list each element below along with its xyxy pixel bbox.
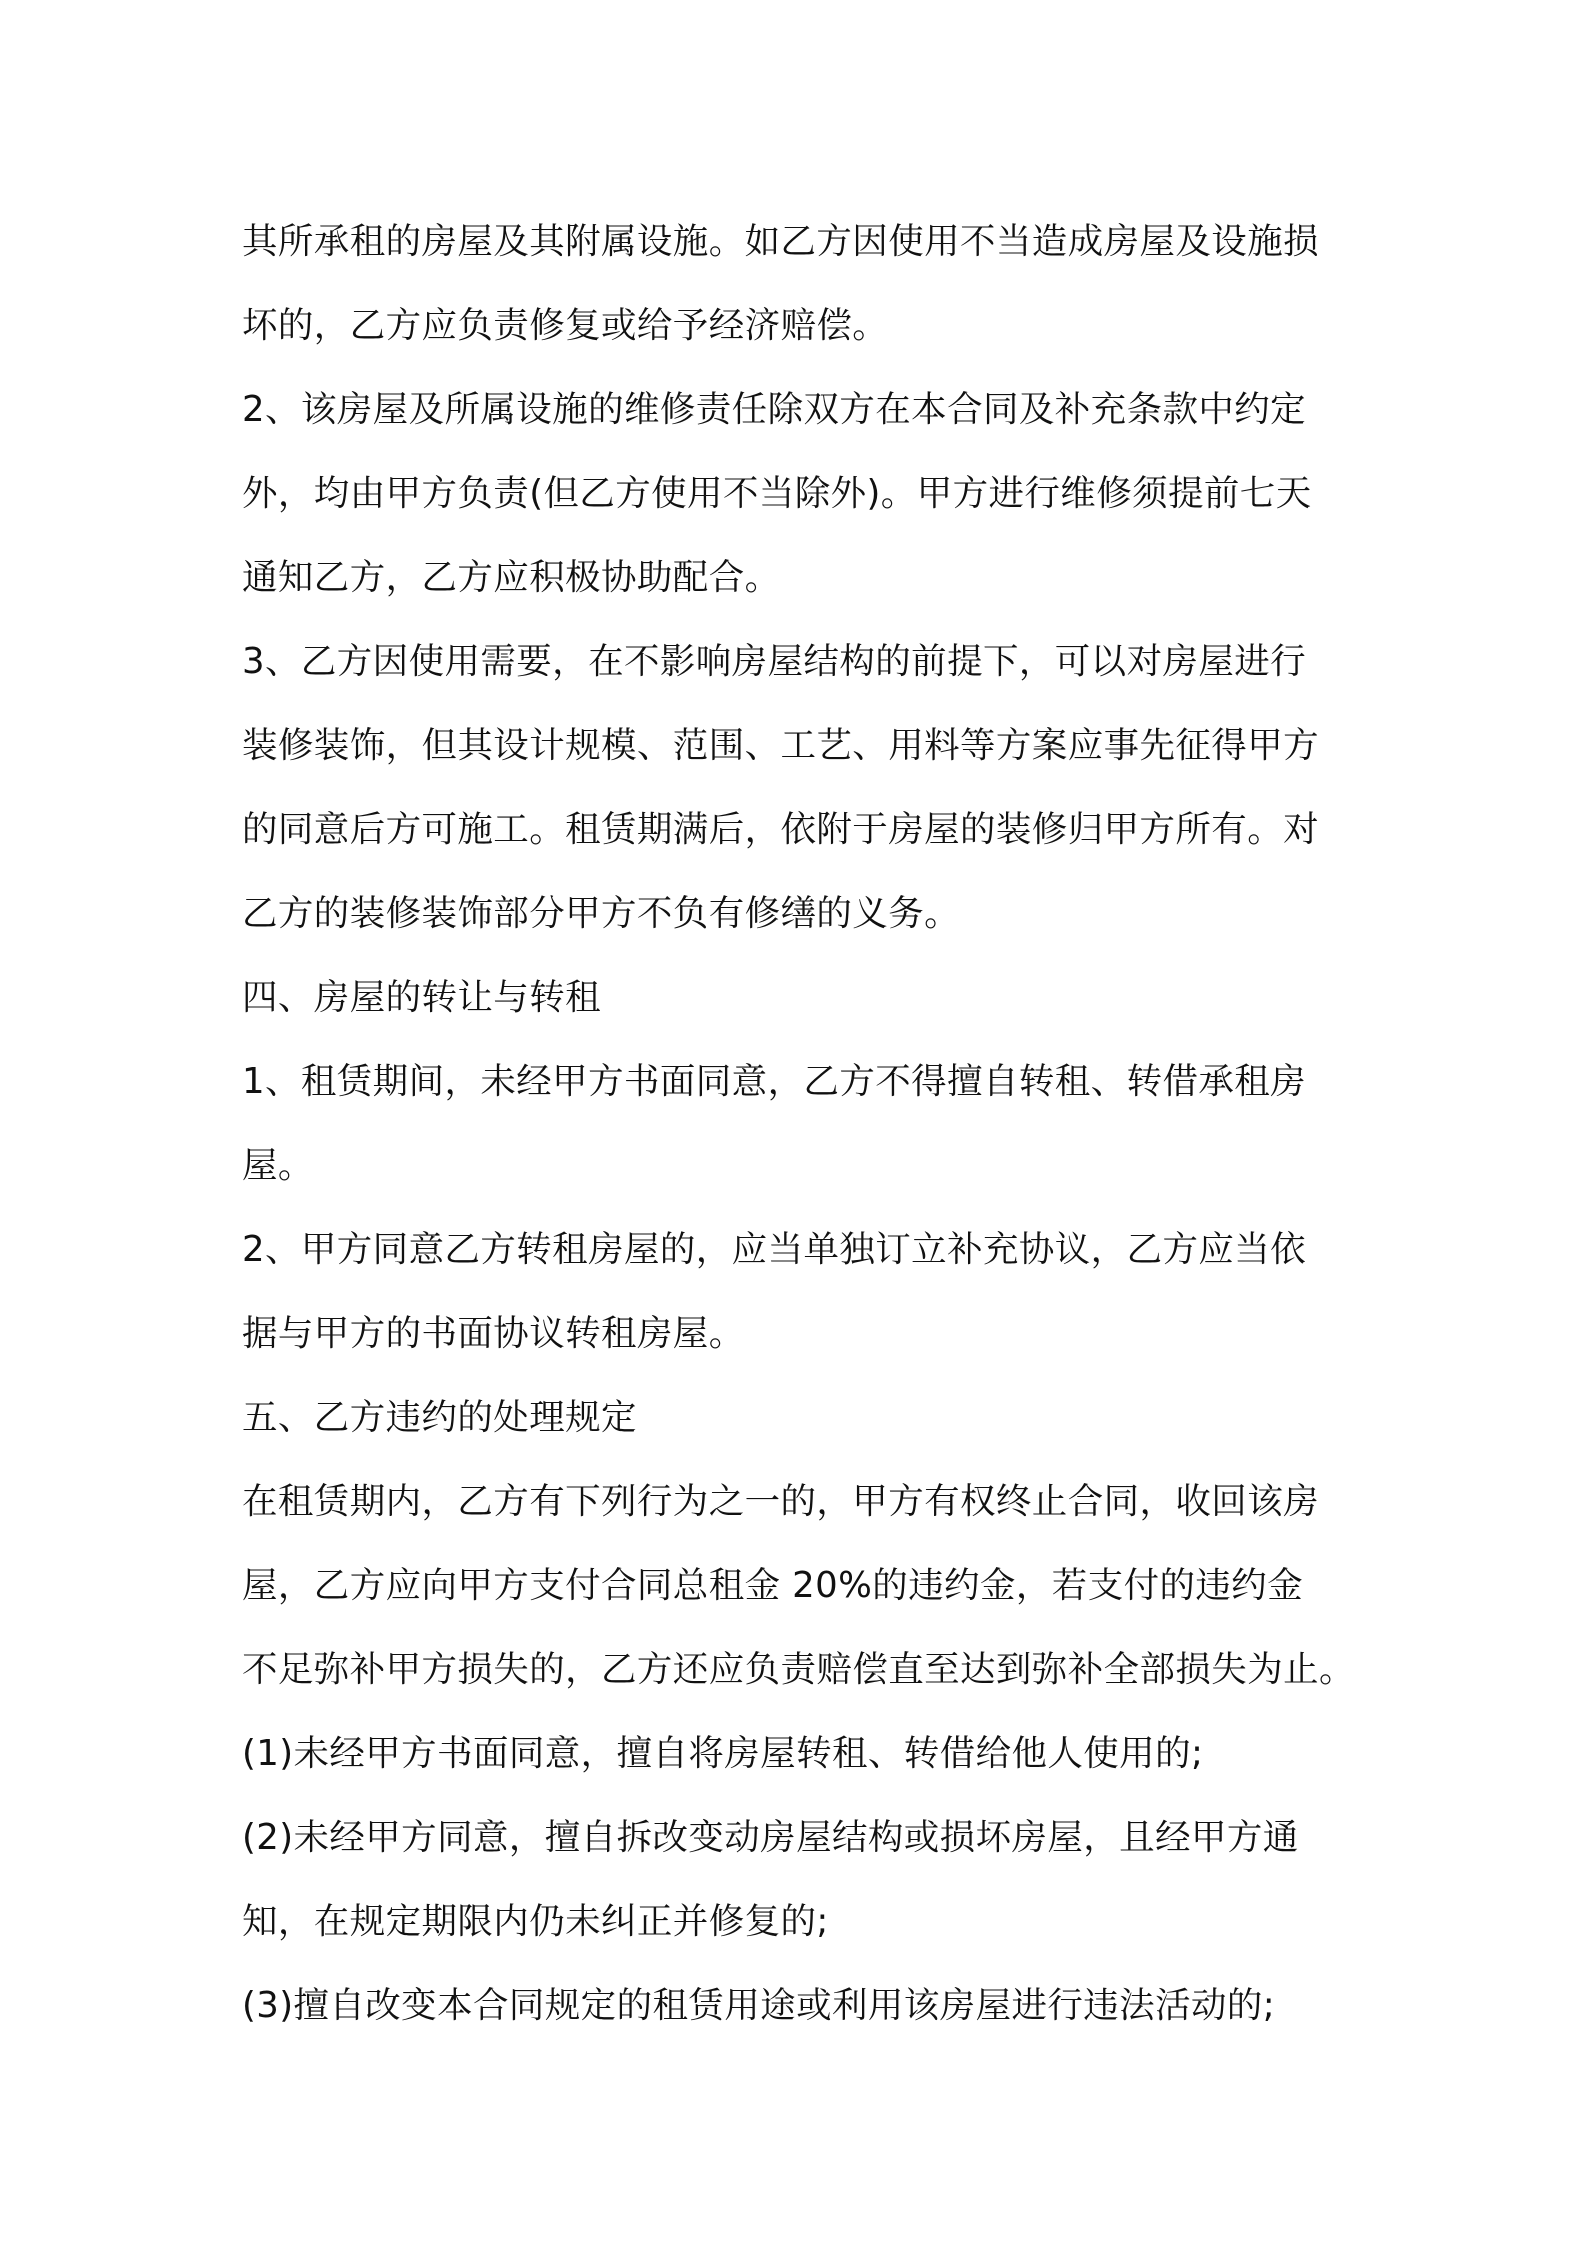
text-line: 屋，乙方应向甲方支付合同总租金 20%的违约金，若支付的违约金 [242,1565,1304,1606]
document-body [242,200,1362,2048]
text-line: 据与甲方的书面协议转租房屋。 [242,1313,745,1354]
text-line: 知，在规定期限内仍未纠正并修复的; [242,1901,829,1942]
text-line: (3)擅自改变本合同规定的租赁用途或利用该房屋进行违法活动的; [242,1985,1276,2026]
text-line: 其所承租的房屋及其附属设施。如乙方因使用不当造成房屋及设施损 [242,221,1320,262]
text-line: 不足弥补甲方损失的，乙方还应负责赔偿直至达到弥补全部损失为止。 [242,1649,1355,1690]
text-line: 在租赁期内，乙方有下列行为之一的，甲方有权终止合同，收回该房 [242,1481,1320,1522]
section-heading: 四、房屋的转让与转租 [242,977,602,1018]
text-line: 乙方的装修装饰部分甲方不负有修缮的义务。 [242,893,961,934]
text-line: 外，均由甲方负责(但乙方使用不当除外)。甲方进行维修须提前七天 [242,473,1312,514]
text-line: 装修装饰，但其设计规模、范围、工艺、用料等方案应事先征得甲方 [242,725,1320,766]
text-line: 2、该房屋及所属设施的维修责任除双方在本合同及补充条款中约定 [242,389,1307,430]
text-line: 通知乙方，乙方应积极协助配合。 [242,557,781,598]
text-line: (2)未经甲方同意，擅自拆改变动房屋结构或损坏房屋，且经甲方通 [242,1817,1299,1858]
text-line: 屋。 [242,1145,314,1186]
text-line: 2、甲方同意乙方转租房屋的，应当单独订立补充协议，乙方应当依 [242,1229,1307,1270]
text-line: 1、租赁期间，未经甲方书面同意，乙方不得擅自转租、转借承租房 [242,1061,1307,1102]
text-line: 的同意后方可施工。租赁期满后，依附于房屋的装修归甲方所有。对 [242,809,1320,850]
text-line: 3、乙方因使用需要，在不影响房屋结构的前提下，可以对房屋进行 [242,641,1307,682]
text-line: (1)未经甲方书面同意，擅自将房屋转租、转借给他人使用的; [242,1733,1204,1774]
text-line: 坏的，乙方应负责修复或给予经济赔偿。 [242,305,889,346]
section-heading: 五、乙方违约的处理规定 [242,1397,637,1438]
